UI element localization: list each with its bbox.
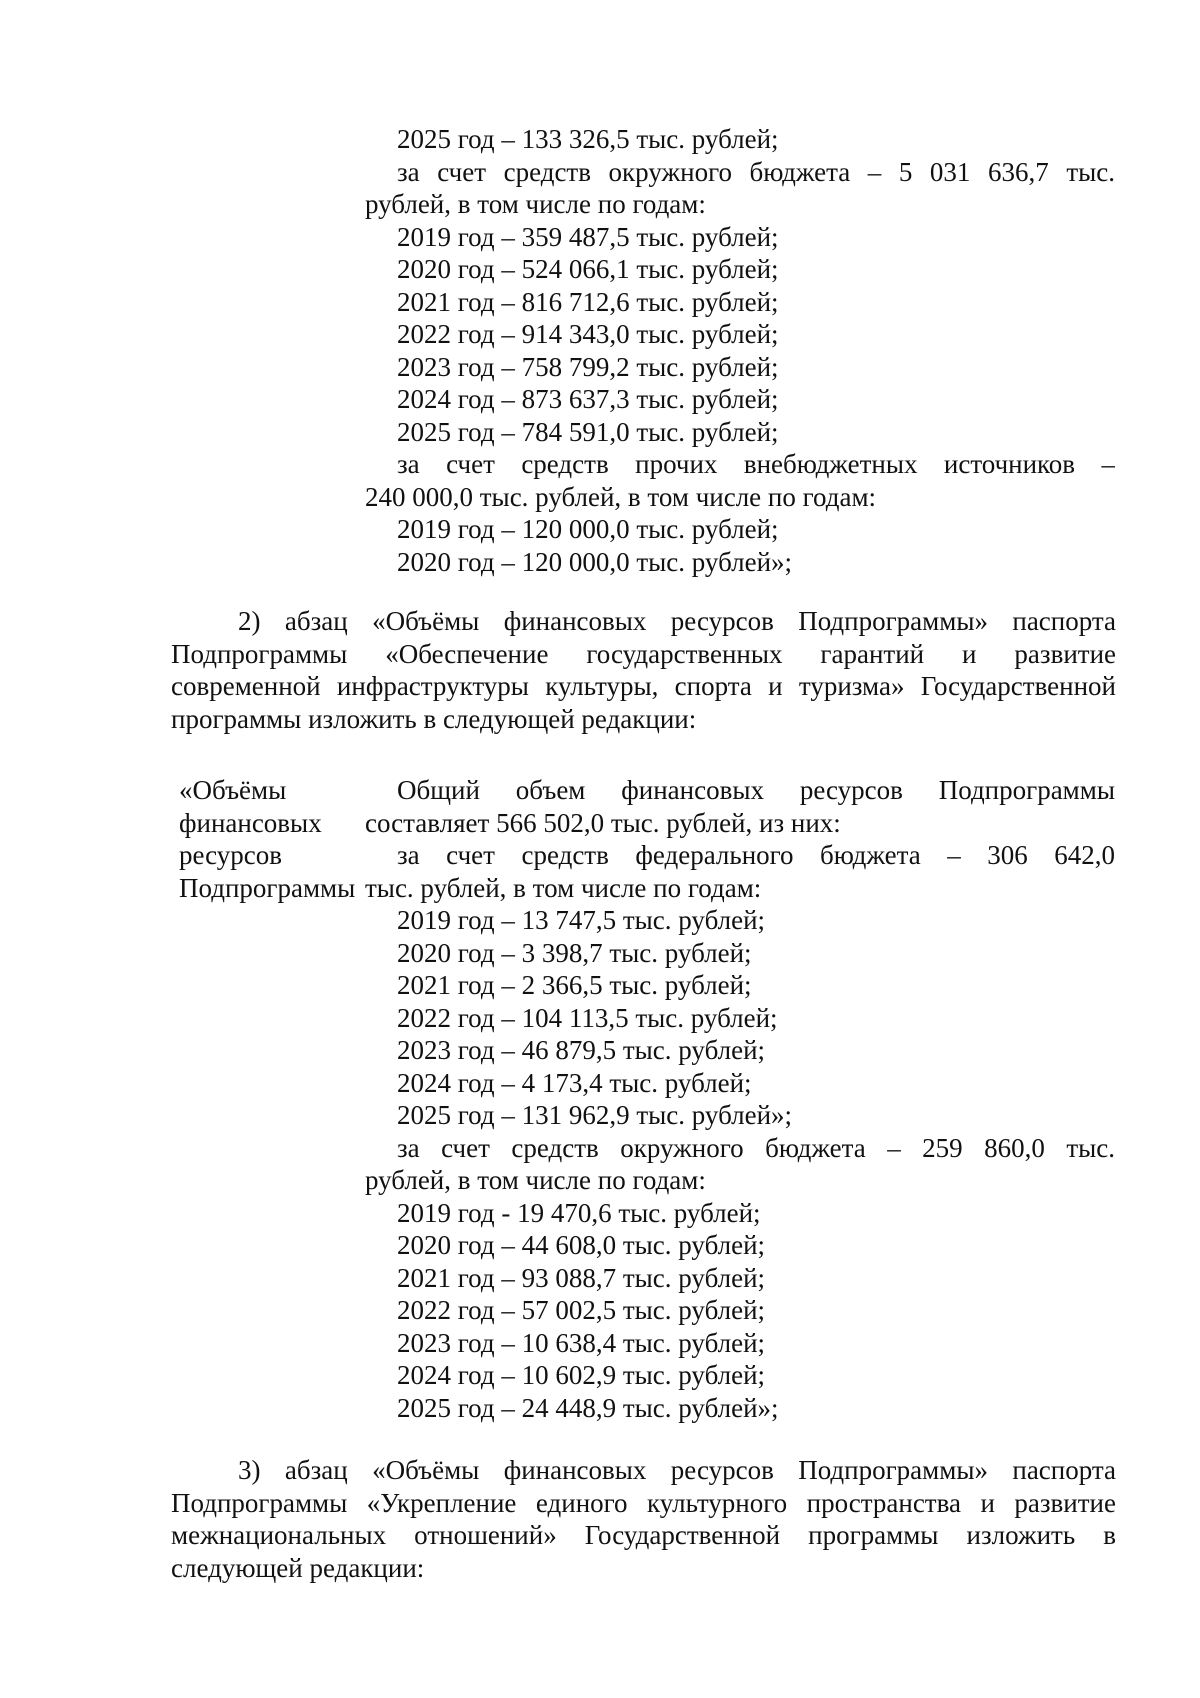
table-label-line: ресурсов xyxy=(179,840,283,870)
table-text-line: за счет средств окружного бюджета – 259 860,0 тыс. xyxy=(397,1132,1115,1163)
text-line: 2025 год – 784 591,0 тыс. рублей; xyxy=(397,416,779,447)
text-line: 2021 год – 816 712,6 тыс. рублей; xyxy=(397,286,779,317)
paragraph-line: 2) абзац «Объёмы финансовых ресурсов Подпрограммы» паспорта xyxy=(238,606,1116,636)
table-text-line: 2020 год – 3 398,7 тыс. рублей; xyxy=(397,937,752,968)
text-line: 2020 год – 524 066,1 тыс. рублей; xyxy=(397,254,779,284)
paragraph-3 xyxy=(171,1454,1116,1584)
paragraph-line: следующей редакции: xyxy=(171,1552,425,1583)
text-line: 240 000,0 тыс. рублей, в том числе по годам: xyxy=(365,481,877,512)
table-text-line: рублей, в том числе по годам: xyxy=(365,1165,706,1195)
table-text-line: составляет 566 502,0 тыс. рублей, из них: xyxy=(365,807,841,838)
text-line: 2023 год – 758 799,2 тыс. рублей; xyxy=(397,351,779,382)
continuation-block xyxy=(365,123,1115,578)
table-text-line: 2022 год – 104 113,5 тыс. рублей; xyxy=(397,1002,778,1033)
table-text-line: 2024 год – 10 602,9 тыс. рублей; xyxy=(397,1360,766,1390)
text-line: 2019 год – 359 487,5 тыс. рублей; xyxy=(397,221,779,252)
table-text-line: 2019 год - 19 470,6 тыс. рублей; xyxy=(397,1197,761,1228)
text-line: 2024 год – 873 637,3 тыс. рублей; xyxy=(397,384,779,414)
table-text-line: 2023 год – 10 638,4 тыс. рублей; xyxy=(397,1327,766,1358)
table-text-line: 2020 год – 44 608,0 тыс. рублей; xyxy=(397,1230,766,1260)
paragraph-line: Подпрограммы «Укрепление единого культурного пространства и развитие xyxy=(171,1487,1116,1518)
table-content-column xyxy=(365,774,1115,1424)
table-text-line: 2023 год – 46 879,5 тыс. рублей; xyxy=(397,1035,766,1065)
table-text-line: 2025 год – 131 962,9 тыс. рублей»; xyxy=(397,1100,793,1130)
paragraph-line: межнациональных отношений» Государственной программы изложить в xyxy=(171,1520,1116,1550)
table-text-line: Общий объем финансовых ресурсов Подпрограммы xyxy=(397,775,1115,805)
paragraph-line: программы изложить в следующей редакции: xyxy=(171,703,697,734)
table-text-line: 2021 год – 93 088,7 тыс. рублей; xyxy=(397,1262,766,1293)
text-line: 2025 год – 133 326,5 тыс. рублей; xyxy=(397,124,779,154)
text-line: 2020 год – 120 000,0 тыс. рублей»; xyxy=(397,546,793,577)
text-line: 2022 год – 914 343,0 тыс. рублей; xyxy=(397,319,779,349)
text-line: за счет средств прочих внебюджетных источников – xyxy=(397,449,1115,479)
table-text-line: за счет средств федерального бюджета – 306 642,0 xyxy=(397,840,1115,870)
paragraph-line: 3) абзац «Объёмы финансовых ресурсов Подпрограммы» паспорта xyxy=(238,1455,1116,1485)
paragraph-2 xyxy=(171,605,1116,735)
table-text-line: 2021 год – 2 366,5 тыс. рублей; xyxy=(397,970,752,1000)
table-label-line: «Объёмы xyxy=(179,775,287,805)
table-text-line: 2024 год – 4 173,4 тыс. рублей; xyxy=(397,1067,752,1098)
table-text-line: 2022 год – 57 002,5 тыс. рублей; xyxy=(397,1295,766,1325)
table-label-column xyxy=(179,774,379,904)
paragraph-line: современной инфраструктуры культуры, спорта и туризма» Государственной xyxy=(171,671,1116,701)
table-text-line: 2025 год – 24 448,9 тыс. рублей»; xyxy=(397,1392,779,1423)
text-line: рублей, в том числе по годам: xyxy=(365,189,706,219)
table-label-line: финансовых xyxy=(179,807,322,838)
table-label-line: Подпрограммы xyxy=(179,872,356,903)
paragraph-line: Подпрограммы «Обеспечение государственных гарантий и развитие xyxy=(171,638,1116,669)
text-line: за счет средств окружного бюджета – 5 031 636,7 тыс. xyxy=(397,156,1115,187)
table-text-line: тыс. рублей, в том числе по годам: xyxy=(365,872,762,903)
table-text-line: 2019 год – 13 747,5 тыс. рублей; xyxy=(397,905,766,935)
text-line: 2019 год – 120 000,0 тыс. рублей; xyxy=(397,514,779,544)
